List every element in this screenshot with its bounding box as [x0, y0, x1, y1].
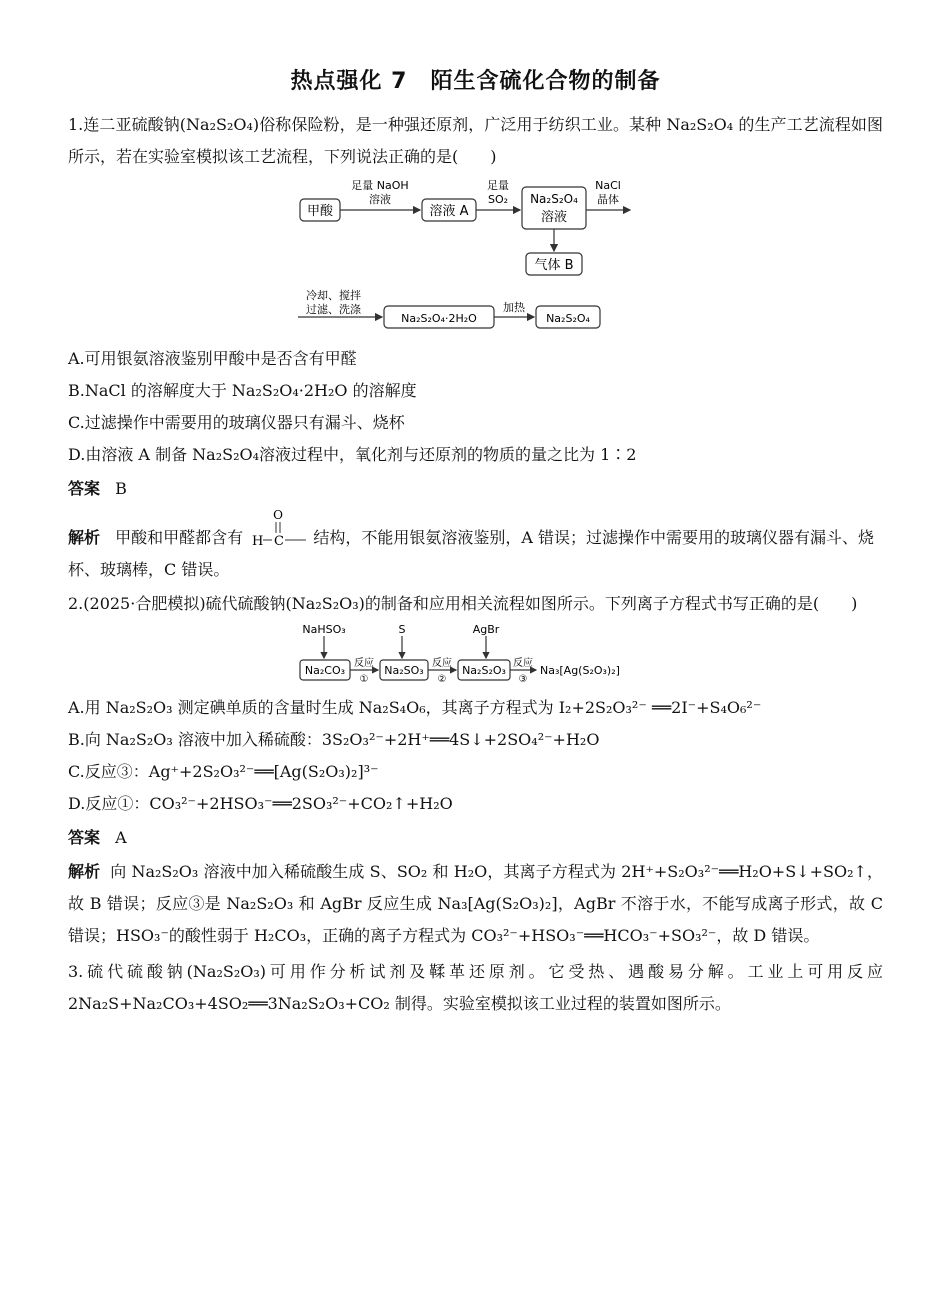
node-solution-a-label: 溶液 A — [428, 204, 469, 219]
node-gas-b-label: 气体 B — [533, 258, 574, 273]
arrow-3-bottom-label: 晶体 — [596, 193, 619, 206]
q3-stem: 3.硫代硫酸钠(Na₂S₂O₃)可用作分析试剂及鞣革还原剂。它受热、遇酸易分解。工业上可用反应 2Na₂S+Na₂CO₃+4SO₂══3Na₂S₂O₃+CO₂ 制得。实验室模拟该工业过程的装置如图所示。 — [68, 962, 883, 1013]
arrow-5-label: 加热 — [502, 301, 525, 314]
q1-option-b: B.NaCl 的溶解度大于 Na₂S₂O₄·2H₂O 的溶解度 — [68, 381, 417, 400]
node-product-label: Na₂S₂O₄ — [545, 312, 590, 325]
q2-explanation — [68, 856, 883, 952]
arrow-3-top-label: NaCl — [594, 179, 621, 192]
explanation-label: 解析 — [68, 862, 101, 881]
q2-option-a: A.用 Na₂S₂O₃ 测定碘单质的含量时生成 Na₂S₄O₆，其离子方程式为 I₂+2S₂O₃²⁻ ══2I⁻+S₄O₆²⁻ — [68, 698, 762, 717]
answer-label: 答案 — [68, 479, 101, 498]
node-solution-label: 溶液 — [540, 210, 567, 225]
q2-option-d: D.反应①：CO₃²⁻+2HSO₃⁻══2SO₃²⁻+CO₂↑+H₂O — [68, 794, 453, 813]
arrow-1-top-label: 足量 NaOH — [350, 179, 409, 192]
reaction-3-num: ③ — [518, 674, 527, 685]
q2-flowchart — [296, 622, 656, 686]
arrow-4-top-label: 冷却、搅拌 — [305, 289, 361, 302]
answer-value: A — [115, 828, 127, 847]
aldehyde-structure — [248, 509, 308, 549]
reaction-1-label: 反应 — [353, 658, 374, 669]
q1-option-d: D.由溶液 A 制备 Na₂S₂O₄溶液过程中，氧化剂与还原剂的物质的量之比为 1∶2 — [68, 445, 637, 464]
arrow-2-top-label: 足量 — [486, 179, 509, 192]
q1-option-a: A.可用银氨溶液鉴别甲酸中是否含有甲醛 — [68, 349, 357, 368]
explanation-label: 解析 — [68, 528, 101, 547]
reaction-3-label: 反应 — [512, 658, 533, 669]
reaction-1-num: ① — [359, 674, 368, 685]
answer-value: B — [115, 479, 127, 498]
q2-stem: 2.(2025·合肥模拟)硫代硫酸钠(Na₂S₂O₃)的制备和应用相关流程如图所示。下列离子方程式书写正确的是( ) — [68, 594, 858, 613]
node-na2co3: Na₂CO₃ — [304, 664, 345, 677]
node-hydrate-label: Na₂S₂O₄·2H₂O — [400, 312, 477, 325]
explanation-text-1: 甲酸和甲醛都含有 — [115, 528, 244, 547]
q1-answer — [68, 473, 883, 505]
arrow-1-bottom-label: 溶液 — [368, 193, 391, 206]
q1-explanation — [68, 509, 883, 586]
answer-label: 答案 — [68, 828, 101, 847]
q1-option-c: C.过滤操作中需要用的玻璃仪器只有漏斗、烧杯 — [68, 413, 405, 432]
input-agbr: AgBr — [472, 623, 499, 636]
input-s: S — [398, 623, 405, 636]
arrow-4-bottom-label: 过滤、洗涤 — [305, 303, 361, 316]
node-formic-acid-label: 甲酸 — [306, 204, 333, 219]
input-nahso3: NaHSO₃ — [301, 623, 346, 636]
q2-answer — [68, 822, 883, 854]
arrow-2-bottom-label: SO₂ — [487, 193, 508, 206]
q1-stem: 1.连二亚硫酸钠(Na₂S₂O₄)俗称保险粉，是一种强还原剂，广泛用于纺织工业。某种 Na₂S₂O₄ 的生产工艺流程如图所示，若在实验室模拟该工艺流程，下列说法正确的是( ) — [68, 115, 883, 166]
node-na2s2o3: Na₂S₂O₃ — [461, 664, 506, 677]
reaction-2-num: ② — [437, 674, 446, 685]
node-na2s2o4-label: Na₂S₂O₄ — [529, 192, 578, 206]
node-na2so3: Na₂SO₃ — [383, 664, 424, 677]
struct-o-label: O — [273, 509, 284, 522]
document-page — [68, 64, 883, 1020]
q1-flowchart — [296, 175, 656, 337]
page-title: 热点强化 7 陌生含硫化合物的制备 — [290, 69, 661, 94]
explanation-text: 向 Na₂S₂O₃ 溶液中加入稀硫酸生成 S、SO₂ 和 H₂O，其离子方程式为 2H⁺+S₂O₃²⁻══H₂O+S↓+SO₂↑，故 B 错误；反应③是 Na₂S₂O₃ 和 AgBr 反应生成 Na₃[Ag(S₂O₃)₂]，AgBr 不溶于水，不能写成离子形式，故 C 错误；HSO₃⁻的酸性弱于 H₂CO₃，正确的离子方程式为 CO₃²⁻+HSO₃⁻══HCO₃⁻+SO₃²⁻，故 D 错误。 — [68, 862, 883, 945]
explanation-text-2: 结构，不能用银氨溶液鉴别，A 错误；过滤操作中需要用的玻璃仪器有漏斗、烧杯、玻璃棒，C 错误。 — [68, 528, 874, 579]
reaction-2-label: 反应 — [431, 658, 452, 669]
struct-h-label: H — [252, 534, 264, 549]
node-complex: Na₃[Ag(S₂O₃)₂] — [539, 664, 620, 677]
struct-c-label: C — [274, 534, 285, 549]
q2-option-c: C.反应③：Ag⁺+2S₂O₃²⁻══[Ag(S₂O₃)₂]³⁻ — [68, 762, 379, 781]
q2-option-b: B.向 Na₂S₂O₃ 溶液中加入稀硫酸：3S₂O₃²⁻+2H⁺══4S↓+2SO₄²⁻+H₂O — [68, 730, 600, 749]
